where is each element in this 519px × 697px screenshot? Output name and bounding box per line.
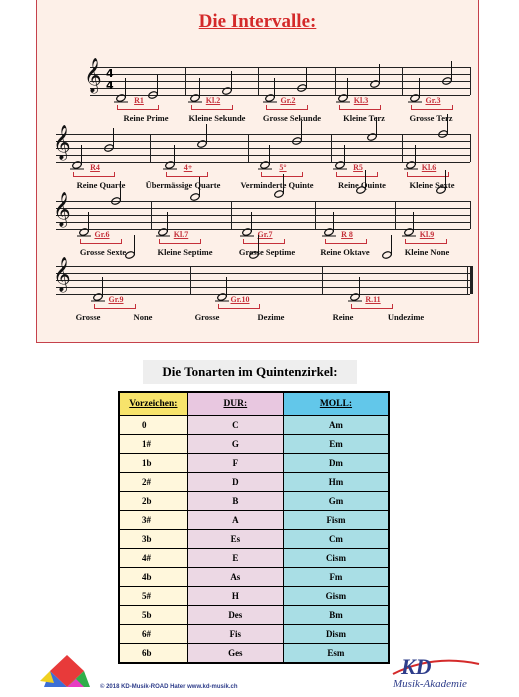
interval-name: Kleine Septime xyxy=(157,247,213,257)
note-head xyxy=(382,251,393,260)
keys-header-row xyxy=(119,392,389,416)
signature-cell: 5# xyxy=(119,587,187,606)
interval-name: Übermässige Quarte xyxy=(145,180,221,190)
interval-name: Kleine Sexte xyxy=(409,180,455,190)
signature-cell: 3b xyxy=(119,530,187,549)
major-key-cell: Es xyxy=(187,530,283,549)
interval-name: Grosse Septime xyxy=(238,247,296,257)
note-head xyxy=(350,293,361,302)
note-head xyxy=(217,293,228,302)
interval-name: Reine Quarte xyxy=(76,180,126,190)
kd-musik-akademie-logo xyxy=(383,652,483,692)
minor-key-cell: Gm xyxy=(283,492,389,511)
treble-clef-icon: 𝄞 xyxy=(53,257,71,292)
major-key-cell: Des xyxy=(187,606,283,625)
header-minor: MOLL: xyxy=(283,392,389,416)
signature-cell: 6# xyxy=(119,625,187,644)
interval-name-part: Grosse xyxy=(75,312,101,322)
key-row xyxy=(119,416,389,435)
interval-name-part: None xyxy=(133,312,153,322)
minor-key-cell: Fm xyxy=(283,568,389,587)
major-key-cell: B xyxy=(187,492,283,511)
interval-abbreviation: Kl.7 xyxy=(173,230,189,239)
key-row xyxy=(119,454,389,473)
keys-title: Die Tonarten im Quintenzirkel: xyxy=(143,360,357,384)
interval-abbreviation: Kl.3 xyxy=(353,96,369,105)
major-key-cell: As xyxy=(187,568,283,587)
major-key-cell: G xyxy=(187,435,283,454)
interval-name-part: Reine xyxy=(332,312,354,322)
interval-name-part: Grosse xyxy=(194,312,220,322)
interval-name: Verminderte Quinte xyxy=(240,180,314,190)
interval-abbreviation: Kl.6 xyxy=(421,163,437,172)
signature-cell: 3# xyxy=(119,511,187,530)
interval-abbreviation: R5 xyxy=(353,163,363,172)
signature-cell: 0 xyxy=(119,416,187,435)
interval-abbreviation: R4 xyxy=(90,163,100,172)
copyright-text: © 2018 KD-Musik-ROAD Hater www.kd-musik.ch xyxy=(100,684,238,690)
signature-cell: 4b xyxy=(119,568,187,587)
intervals-title: Die Intervalle: xyxy=(198,11,317,32)
treble-clef-icon: 𝄞 xyxy=(53,125,71,160)
major-key-cell: Ges xyxy=(187,644,283,664)
interval-name: Grosse Terz xyxy=(409,113,453,123)
interval-abbreviation: 5° xyxy=(279,163,287,172)
major-key-cell: D xyxy=(187,473,283,492)
major-key-cell: A xyxy=(187,511,283,530)
key-row xyxy=(119,625,389,644)
interval-abbreviation: Kl.2 xyxy=(205,96,221,105)
signature-cell: 6b xyxy=(119,644,187,664)
brand-subtitle: Musik-Akademie xyxy=(393,678,467,690)
kd-color-logo xyxy=(36,653,98,689)
key-row xyxy=(119,568,389,587)
interval-name: Grosse Sekunde xyxy=(262,113,322,123)
interval-abbreviation: R1 xyxy=(134,96,144,105)
major-key-cell: Fis xyxy=(187,625,283,644)
interval-abbreviation: Gr.10 xyxy=(230,295,250,304)
signature-cell: 2# xyxy=(119,473,187,492)
interval-abbreviation: 4+ xyxy=(183,163,193,172)
key-row xyxy=(119,435,389,454)
interval-abbreviation: Kl.9 xyxy=(419,230,435,239)
interval-abbreviation: Gr.3 xyxy=(425,96,441,105)
note-head xyxy=(93,293,104,302)
interval-name-part: Undezime xyxy=(387,312,425,322)
interval-name: Kleine None xyxy=(404,247,450,257)
interval-abbreviation: Gr.6 xyxy=(94,230,110,239)
key-row xyxy=(119,549,389,568)
header-signature: Vorzeichen: xyxy=(119,392,187,416)
interval-name-part: Dezime xyxy=(257,312,285,322)
signature-cell: 4# xyxy=(119,549,187,568)
minor-key-cell: Dm xyxy=(283,454,389,473)
interval-abbreviation: R 8 xyxy=(341,230,353,239)
header-major: DUR: xyxy=(187,392,283,416)
interval-abbreviation: Gr.2 xyxy=(280,96,296,105)
treble-clef-icon: 𝄞 xyxy=(53,192,71,227)
minor-key-cell: Gism xyxy=(283,587,389,606)
signature-cell: 2b xyxy=(119,492,187,511)
key-row xyxy=(119,492,389,511)
signature-cell: 5b xyxy=(119,606,187,625)
major-key-cell: E xyxy=(187,549,283,568)
note-head xyxy=(125,251,136,260)
time-signature: 4 4 xyxy=(106,67,114,92)
interval-abbreviation: R.11 xyxy=(365,295,381,304)
interval-name: Grosse Sexte xyxy=(79,247,127,257)
minor-key-cell: Bm xyxy=(283,606,389,625)
note-head xyxy=(249,251,260,260)
interval-abbreviation: Gr.7 xyxy=(257,230,273,239)
interval-name: Reine Quinte xyxy=(338,180,386,190)
major-key-cell: H xyxy=(187,587,283,606)
key-row xyxy=(119,606,389,625)
minor-key-cell: Esm xyxy=(283,644,389,664)
interval-name: Reine Oktave xyxy=(320,247,370,257)
minor-key-cell: Am xyxy=(283,416,389,435)
key-row xyxy=(119,587,389,606)
keys-table xyxy=(118,391,390,664)
signature-cell: 1# xyxy=(119,435,187,454)
key-row xyxy=(119,530,389,549)
brand-mark: KD xyxy=(401,654,432,679)
minor-key-cell: Cm xyxy=(283,530,389,549)
interval-name: Kleine Terz xyxy=(343,113,385,123)
minor-key-cell: Dism xyxy=(283,625,389,644)
key-row xyxy=(119,644,389,664)
minor-key-cell: Cism xyxy=(283,549,389,568)
minor-key-cell: Hm xyxy=(283,473,389,492)
minor-key-cell: Em xyxy=(283,435,389,454)
major-key-cell: C xyxy=(187,416,283,435)
major-key-cell: F xyxy=(187,454,283,473)
interval-abbreviation: Gr.9 xyxy=(108,295,124,304)
interval-name: Reine Prime xyxy=(123,113,169,123)
key-row xyxy=(119,473,389,492)
key-row xyxy=(119,511,389,530)
signature-cell: 1b xyxy=(119,454,187,473)
minor-key-cell: Fism xyxy=(283,511,389,530)
interval-name: Kleine Sekunde xyxy=(188,113,246,123)
treble-clef-icon: 𝄞 xyxy=(84,58,102,93)
